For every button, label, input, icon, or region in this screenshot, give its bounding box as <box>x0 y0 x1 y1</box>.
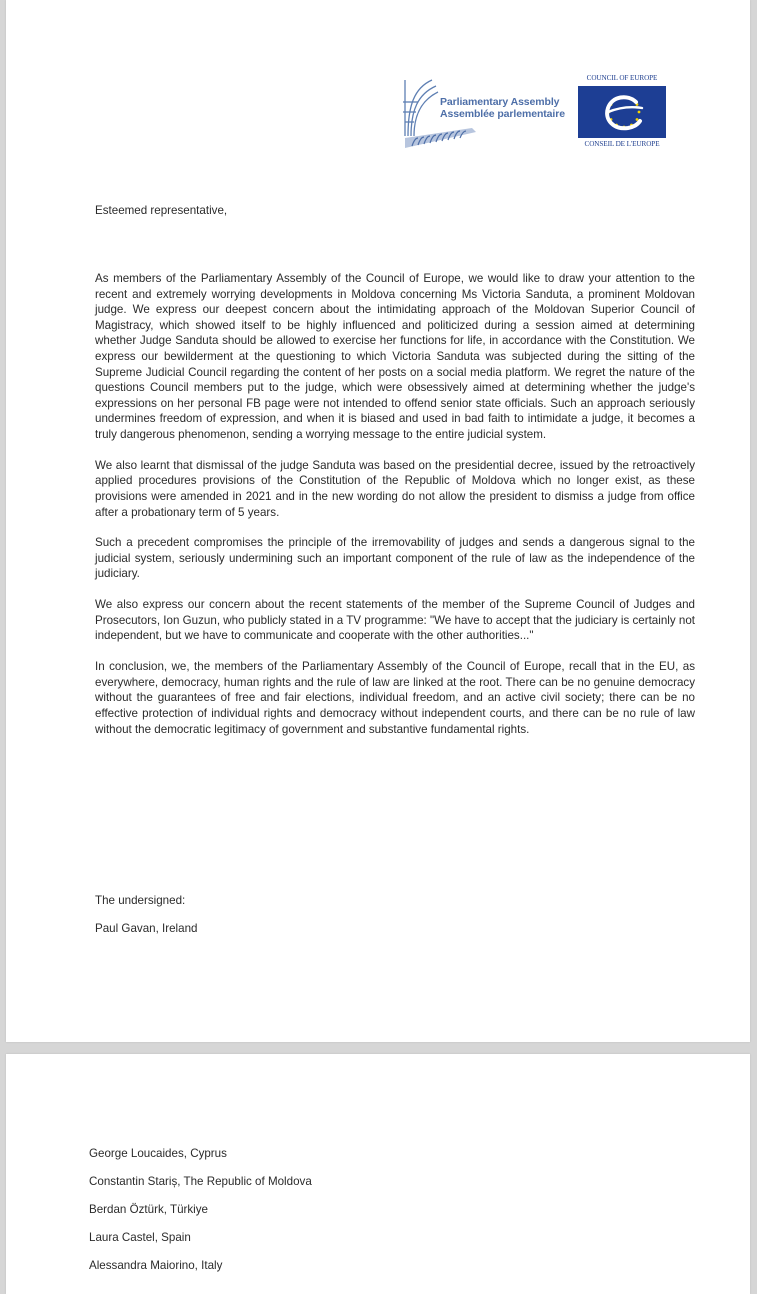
pace-logo-line2: Assemblée parlementaire <box>440 108 565 120</box>
pace-logo-line1: Parliamentary Assembly <box>440 96 560 108</box>
council-of-europe-flag-icon <box>578 86 666 138</box>
letter-paragraph: As members of the Parliamentary Assembly of the Council of Europe, we would like to draw your attention to the recent and extremely worrying developments in Moldova concerning Ms Victoria Sanduta, a prominent Moldovan judge. We express our deepest concern about the intimidating approach of the Moldovan Superior Council of Magistracy, which showed itself to be highly influenced and politicized during a session aimed at determining whether Judge Sanduta should be allowed to exercise her functions for life, in accordance with the Constitution. We express our bewilderment at the questioning to which Victoria Sanduta was subjected during the sitting of the Supreme Judicial Council regarding the content of her posts on a social media platform. We regret the nature of the questions Council members put to the judge, which were obsessively aimed at determining whether the judge's expressions on her personal FB page were not intended to offend senior state officials. Such an approach seriously undermines freedom of expression, and when it is biased and used in bad faith to intimidate a judge, it becomes a truly dangerous phenomenon, sending a worrying message to the entire judicial system. <box>95 272 695 441</box>
signatory: Berdan Öztürk, Türkiye <box>89 1203 208 1216</box>
letter-page-1 <box>6 0 750 1042</box>
pace-logo <box>402 76 565 152</box>
pace-logo-text <box>440 96 565 120</box>
council-of-europe-logo <box>576 74 668 154</box>
signatory: Constantin Stariș, The Republic of Moldova <box>89 1175 312 1188</box>
coe-logo-top-text: COUNCIL OF EUROPE <box>586 74 658 82</box>
emblem-star <box>638 111 641 114</box>
letter-paragraph: We also learnt that dismissal of the judge Sanduta was based on the presidential decree, issued by the retroactively applied procedures provisions of the Constitution of the Republic of Moldova which no longer exist, as these provisions were amended in 2021 and in the new wording do not allow the president to dismiss a judge from office after a probationary term of 5 years. <box>95 458 695 519</box>
letter-body <box>95 271 695 737</box>
letter-paragraph: Such a precedent compromises the principle of the irremovability of judges and sends a dangerous signal to the judicial system, seriously undermining such an important component of the rule of law as the independence of the judiciary. <box>95 536 695 581</box>
letter-paragraph: In conclusion, we, the members of the Parliamentary Assembly of the Council of Europe, recall that in the EU, as everywhere, democracy, human rights and the rule of law are linked at the root. There can be no genuine democracy without the guarantees of free and fair elections, individual freedom, and an active civil society; there can be no effective protection of individual rights and democracy without independent courts, and there can be no rule of law without the democratic legitimacy of government and substantive fundamental rights. <box>95 660 695 736</box>
letterhead-logos <box>396 74 676 154</box>
signatory: Alessandra Maiorino, Italy <box>89 1259 223 1272</box>
signatory: Laura Castel, Spain <box>89 1231 191 1244</box>
letter-salutation: Esteemed representative, <box>95 204 228 217</box>
letter-paragraph: We also express our concern about the recent statements of the member of the Supreme Council of Judges and Prosecutors, Ion Guzun, who publicly stated in a TV programme: "We have to accept that the judiciary is certainly not independent, but we have to communicate and cooperate with the other authorities..." <box>95 598 695 643</box>
signatory-list <box>89 1146 312 1286</box>
council-of-europe-emblem-icon <box>578 86 666 138</box>
signatory: George Loucaides, Cyprus <box>89 1147 227 1160</box>
coe-logo-bottom-text: CONSEIL DE L'EUROPE <box>584 140 660 148</box>
undersigned-label: The undersigned: <box>95 894 186 907</box>
signatory: Paul Gavan, Ireland <box>95 922 198 935</box>
